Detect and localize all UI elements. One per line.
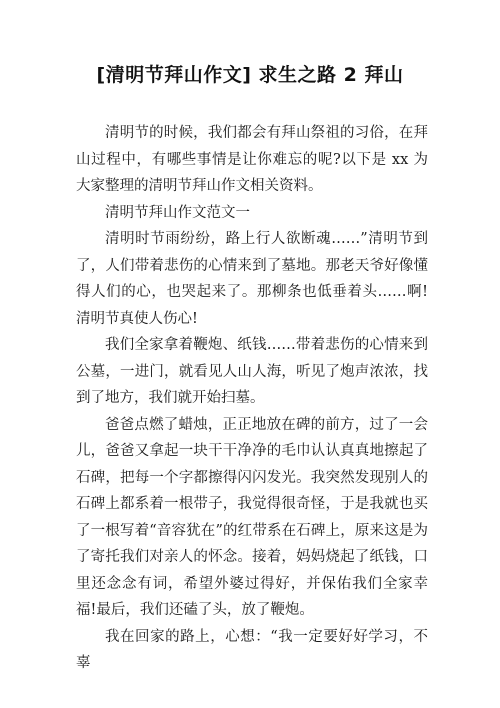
intro-paragraph: 清明节的时候，我们都会有拜山祭祖的习俗，在拜山过程中，有哪些事情是让你难忘的呢?以下是 xx 为大家整理的清明节拜山作文相关资料。 [76,125,428,194]
section-heading: 清明节拜山作文范文一 [105,204,250,221]
body-paragraph-3: 爸爸点燃了蜡烛，正正地放在碑的前方，过了一会儿，爸爸又拿起一块干干净净的毛巾认认真真地擦起了石碑，把每一个字都擦得闪闪发光。我突然发现别人的石碑上都系着一根带子，我觉得很奇怪，于是我就也买了一根写着“音容犹在”的红带系在石碑上，原来这是为了寄托我们对亲人的怀念。接着，妈妈烧起了纸钱，口里还念念有词，希望外婆过得好，并保佑我们全家幸福!最后，我们还磕了头，放了鞭炮。 [76,416,428,618]
document-body [76,120,428,677]
document-title: [清明节拜山作文] 求生之路 2 拜山 [96,64,404,86]
body-paragraph-1: 清明时节雨纷纷，路上行人欲断魂……”清明节到了，人们带着悲伤的心情来到了墓地。那老天爷好像懂得人们的心，也哭起来了。那柳条也低垂着头……啊!清明节真使人伤心! [76,231,428,327]
body-paragraph-4: 我在回家的路上，心想：“我一定要好好学习，不辜 [76,628,428,671]
body-paragraph-2: 我们全家拿着鞭炮、纸钱……带着悲伤的心情来到公墓，一进门，就看见人山人海，听见了炮声浓浓，找到了地方，我们就开始扫墓。 [76,337,428,406]
